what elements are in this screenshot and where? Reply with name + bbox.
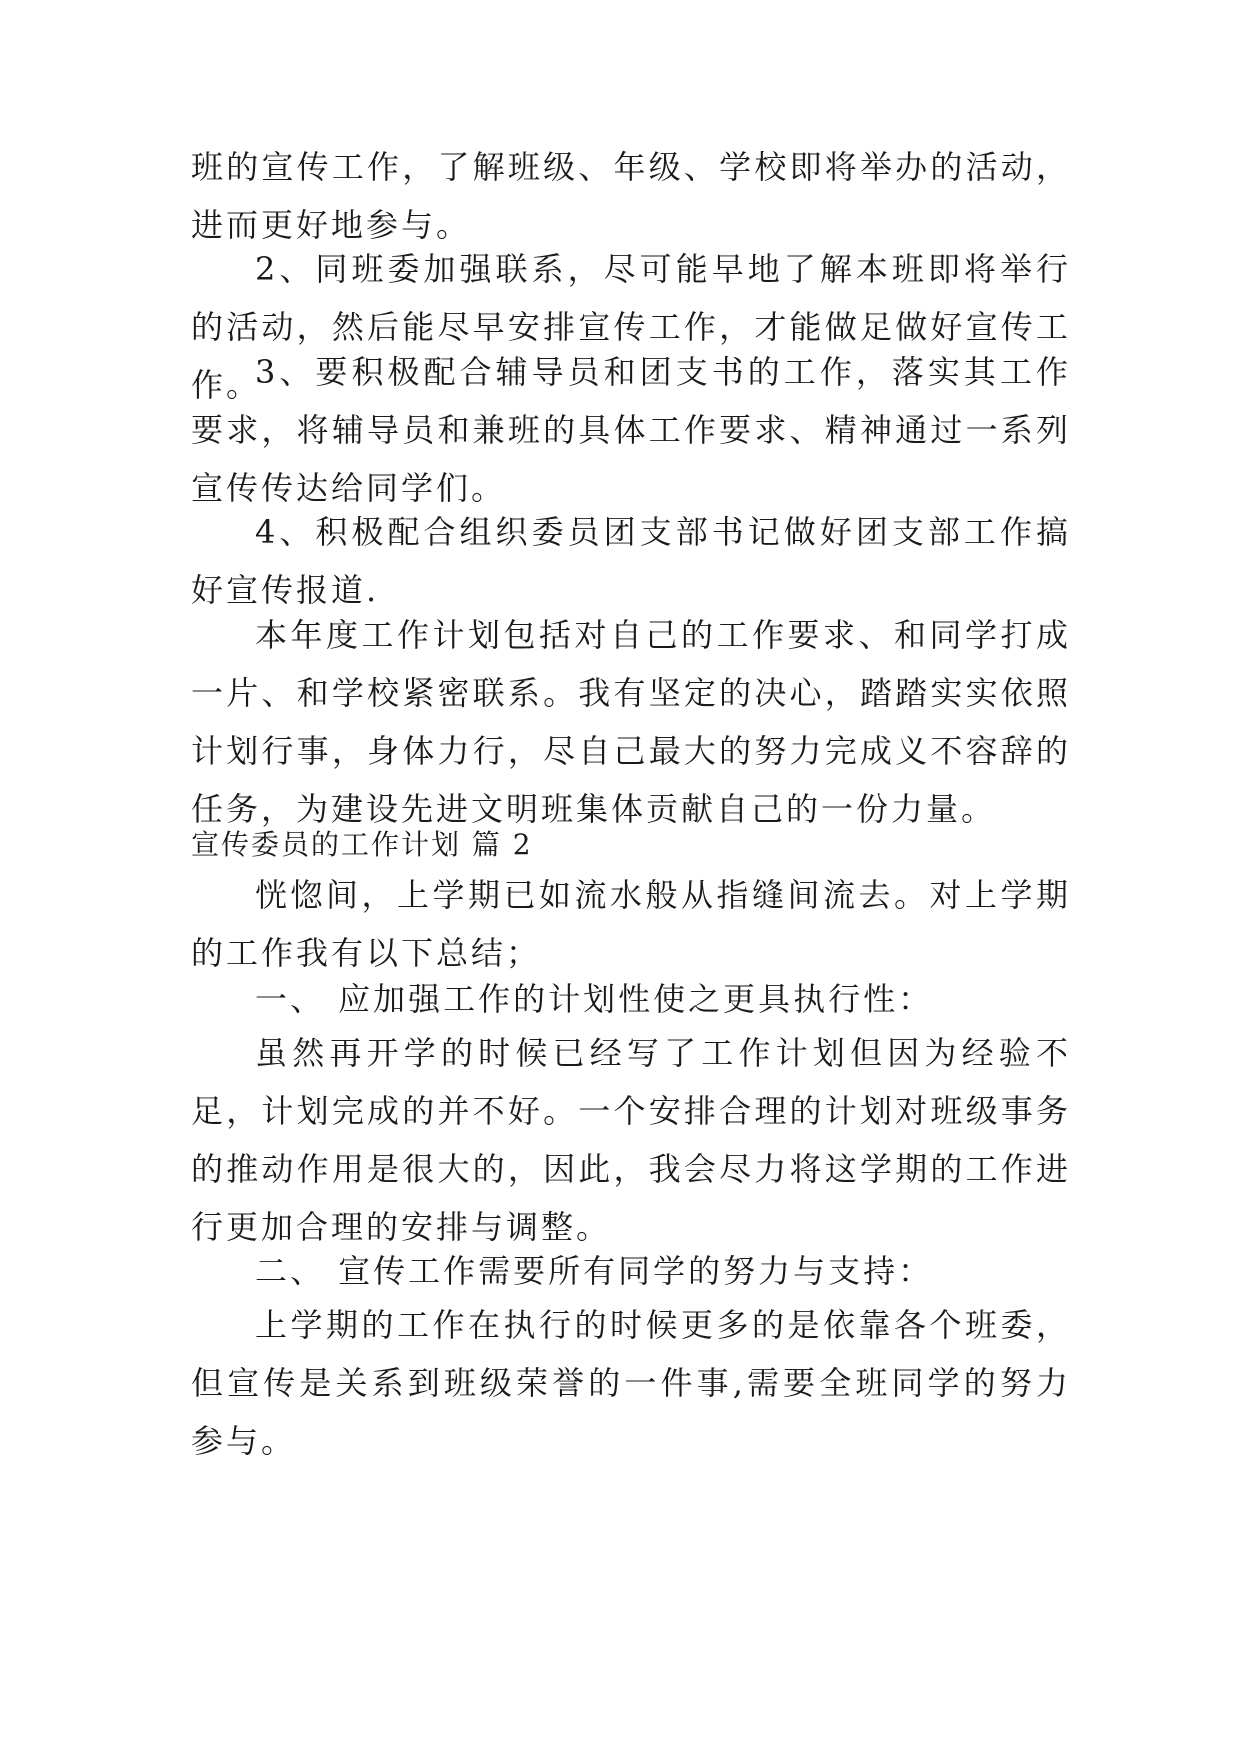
- paragraph-summary: 本年度工作计划包括对自己的工作要求、和同学打成一片、和学校紧密联系。我有坚定的决心，踏踏实实依照计划行事，身体力行，尽自己最大的努力完成义不容辞的任务，为建设先进文明班集体贡献自己的一份力量。: [191, 616, 1071, 828]
- paragraph-item-4: 4、积极配合组织委员团支部书记做好团支部工作搞好宣传报道.: [191, 513, 1071, 609]
- section-title: 宣传委员的工作计划 篇 2: [191, 828, 533, 861]
- paragraph-section2-intro: 恍惚间，上学期已如流水般从指缝间流去。对上学期的工作我有以下总结；: [191, 876, 1071, 972]
- paragraph-point-1-body: 虽然再开学的时候已经写了工作计划但因为经验不足，计划完成的并不好。一个安排合理的计划对班级事务的推动作用是很大的，因此，我会尽力将这学期的工作进行更加合理的安排与调整。: [191, 1034, 1071, 1246]
- paragraph-item-2: 2、同班委加强联系，尽可能早地了解本班即将举行的活动，然后能尽早安排宣传工作，才能做足做好宣传工作。: [191, 250, 1071, 404]
- paragraph-point-2-body: 上学期的工作在执行的时候更多的是依靠各个班委，但宣传是关系到班级荣誉的一件事,需要全班同学的努力参与。: [191, 1306, 1071, 1460]
- paragraph-point-1-title: 一、 应加强工作的计划性使之更具执行性：: [255, 980, 934, 1018]
- paragraph-intro-continued: 班的宣传工作，了解班级、年级、学校即将举办的活动，进而更好地参与。: [191, 148, 1071, 244]
- paragraph-item-3: 3、要积极配合辅导员和团支书的工作，落实其工作要求，将辅导员和兼班的具体工作要求、精神通过一系列宣传传达给同学们。: [191, 353, 1071, 507]
- paragraph-point-2-title: 二、 宣传工作需要所有同学的努力与支持：: [255, 1252, 934, 1290]
